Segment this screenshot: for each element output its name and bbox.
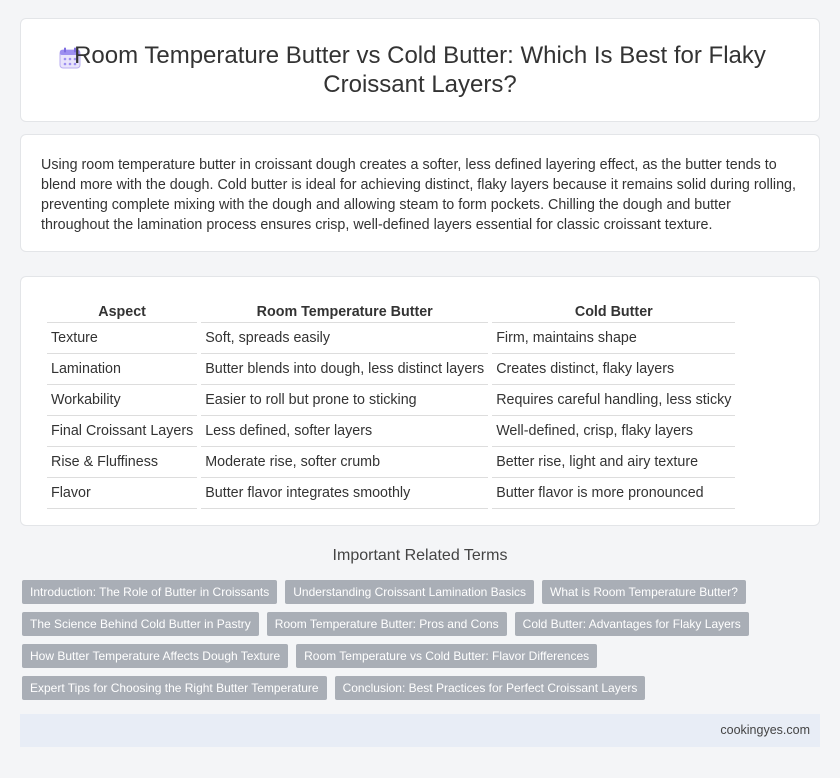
cell-room-temperature: Easier to roll but prone to sticking	[201, 385, 488, 416]
related-term-tag[interactable]: The Science Behind Cold Butter in Pastry	[22, 612, 259, 636]
footer-site-link[interactable]: cookingyes.com	[720, 723, 810, 737]
cell-room-temperature: Less defined, softer layers	[201, 416, 488, 447]
related-term-tag[interactable]: What is Room Temperature Butter?	[542, 580, 746, 604]
cell-cold-butter: Firm, maintains shape	[492, 323, 735, 354]
comparison-table	[43, 297, 739, 509]
cell-aspect: Workability	[47, 385, 197, 416]
related-term-tag[interactable]: Expert Tips for Choosing the Right Butter Temperature	[22, 676, 327, 700]
page-title: Room Temperature Butter vs Cold Butter: Which Is Best for Flaky Croissant Layers?	[74, 42, 766, 98]
related-term-tag[interactable]: Room Temperature Butter: Pros and Cons	[267, 612, 507, 636]
related-term-tag[interactable]: How Butter Temperature Affects Dough Texture	[22, 644, 288, 668]
footer	[20, 714, 820, 747]
related-term-tag[interactable]: Conclusion: Best Practices for Perfect Croissant Layers	[335, 676, 646, 700]
header-aspect: Aspect	[47, 297, 197, 323]
cell-cold-butter: Butter flavor is more pronounced	[492, 478, 735, 509]
table-row	[47, 447, 735, 478]
cell-aspect: Flavor	[47, 478, 197, 509]
table-row	[47, 416, 735, 447]
related-terms-list	[22, 580, 812, 708]
cell-room-temperature: Moderate rise, softer crumb	[201, 447, 488, 478]
header-room-temperature: Room Temperature Butter	[201, 297, 488, 323]
cell-cold-butter: Creates distinct, flaky layers	[492, 354, 735, 385]
tag-row	[22, 612, 812, 636]
tag-row	[22, 644, 812, 668]
cell-room-temperature: Butter flavor integrates smoothly	[201, 478, 488, 509]
cell-aspect: Texture	[47, 323, 197, 354]
cell-aspect: Lamination	[47, 354, 197, 385]
cell-aspect: Rise & Fluffiness	[47, 447, 197, 478]
header-card	[20, 18, 820, 122]
related-term-tag[interactable]: Introduction: The Role of Butter in Croissants	[22, 580, 277, 604]
related-term-tag[interactable]: Cold Butter: Advantages for Flaky Layers	[515, 612, 749, 636]
intro-card	[20, 134, 820, 252]
cell-room-temperature: Soft, spreads easily	[201, 323, 488, 354]
related-terms-title: Important Related Terms	[332, 547, 508, 564]
intro-paragraph: Using room temperature butter in croissant dough creates a softer, less defined layering effect, as the butter tends to blend more with the dough. Cold butter is ideal for achieving distinct, flaky layers because it remains solid during rolling, preventing complete mixing with the dough and allowing steam to form pockets. Chilling the dough and butter throughout the lamination process ensures crisp, well-defined layers essential for classic croissant texture.	[41, 157, 796, 233]
cell-cold-butter: Better rise, light and airy texture	[492, 447, 735, 478]
cell-cold-butter: Well-defined, crisp, flaky layers	[492, 416, 735, 447]
cell-aspect: Final Croissant Layers	[47, 416, 197, 447]
related-term-tag[interactable]: Understanding Croissant Lamination Basics	[285, 580, 534, 604]
cell-room-temperature: Butter blends into dough, less distinct layers	[201, 354, 488, 385]
table-row	[47, 478, 735, 509]
table-row	[47, 385, 735, 416]
table-row	[47, 354, 735, 385]
tag-row	[22, 580, 812, 604]
cell-cold-butter: Requires careful handling, less sticky	[492, 385, 735, 416]
table-row	[47, 323, 735, 354]
related-term-tag[interactable]: Room Temperature vs Cold Butter: Flavor Differences	[296, 644, 597, 668]
tag-row	[22, 676, 812, 700]
comparison-card	[20, 276, 820, 526]
header-cold-butter: Cold Butter	[492, 297, 735, 323]
table-header-row	[47, 297, 735, 323]
